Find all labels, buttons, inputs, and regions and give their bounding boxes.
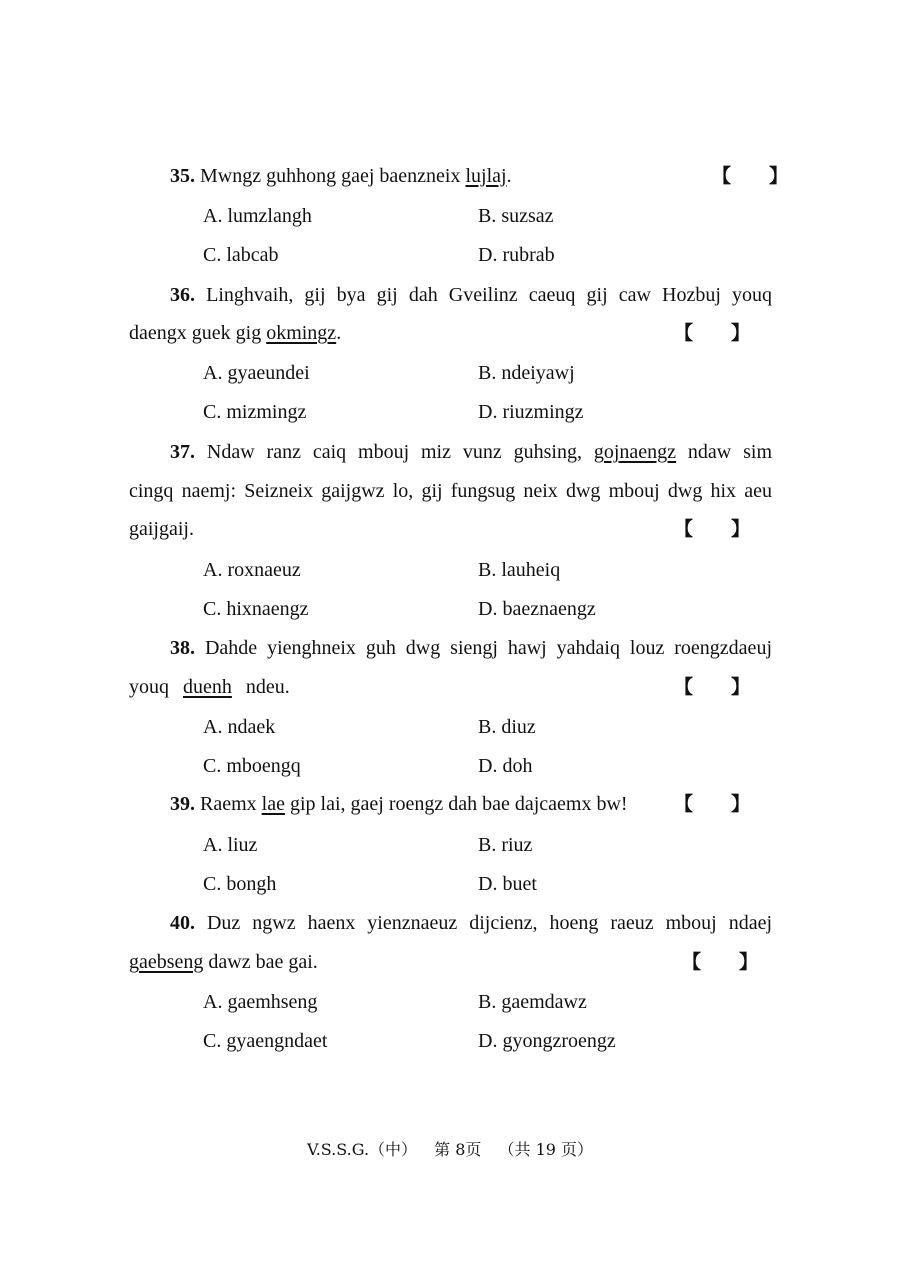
- option-c: C. mboengq: [203, 755, 301, 777]
- answer-bracket[interactable]: 【 】: [674, 793, 751, 815]
- question-38-line2: [129, 675, 290, 699]
- option-b: B. diuz: [478, 716, 536, 738]
- question-35-stem: [170, 164, 512, 188]
- option-a: A. liuz: [203, 834, 258, 856]
- option-c: C. hixnaengz: [203, 598, 309, 620]
- answer-bracket[interactable]: 【 】: [674, 322, 751, 344]
- option-a: A. gaemhseng: [203, 991, 318, 1013]
- option-a: A. ndaek: [203, 716, 276, 738]
- question-text: gip lai, gaej roengz dah bae dajcaemx bw!: [284, 793, 628, 815]
- option-d: D. baeznaengz: [478, 598, 596, 620]
- question-37-line2: cingq naemj: Seizneix gaijgwz lo, gij fungsug neix dwg mbouj dwg hix aeu: [129, 480, 772, 502]
- option-c: C. labcab: [203, 244, 279, 266]
- question-text: Mwngz guhhong gaej baenzneix: [200, 165, 466, 187]
- question-text: Dahde yienghneix guh dwg siengj hawj yahdaiq louz roengzdaeuj: [204, 637, 772, 659]
- question-text: .: [506, 165, 512, 187]
- page-footer: [0, 1140, 900, 1160]
- option-a: A. gyaeundei: [203, 362, 310, 384]
- question-text: dawz bae gai.: [203, 951, 318, 973]
- question-38-line1: [170, 636, 772, 660]
- underlined-word: gojnaengz: [593, 441, 677, 463]
- question-text: Raemx: [200, 793, 262, 815]
- question-text: ndaw sim: [676, 441, 773, 463]
- option-c: C. bongh: [203, 873, 277, 895]
- question-39-stem: [170, 792, 628, 816]
- question-text: Linghvaih, gij bya gij dah Gveilinz caeuq gij caw Hozbuj youq: [206, 284, 773, 306]
- question-number: 35.: [170, 165, 195, 187]
- option-d: D. rubrab: [478, 244, 555, 266]
- question-number: 37.: [170, 441, 195, 463]
- answer-bracket[interactable]: 【 】: [682, 951, 759, 973]
- question-text: Ndaw ranz caiq mbouj miz vunz guhsing,: [206, 441, 594, 463]
- page-number: 第 8页: [434, 1140, 482, 1159]
- question-text: Duz ngwz haenx yienznaeuz dijcienz, hoeng raeuz mbouj ndaej: [206, 912, 773, 934]
- option-d: D. doh: [478, 755, 533, 777]
- question-40-line1: [170, 911, 772, 935]
- option-d: D. gyongzroengz: [478, 1030, 616, 1052]
- option-a: A. roxnaeuz: [203, 559, 301, 581]
- option-b: B. gaemdawz: [478, 991, 587, 1013]
- option-c: C. mizmingz: [203, 401, 307, 423]
- question-text: daengx guek gig: [129, 322, 267, 344]
- option-b: B. suzsaz: [478, 205, 554, 227]
- underlined-word: duenh: [183, 676, 232, 698]
- underlined-word: okmingz: [266, 322, 337, 344]
- exam-code: V.S.S.G.（中）: [306, 1140, 418, 1159]
- total-pages: （共 19 页）: [498, 1140, 594, 1159]
- answer-bracket[interactable]: 【 】: [674, 676, 751, 698]
- question-36-line2: [129, 321, 341, 345]
- option-c: C. gyaengndaet: [203, 1030, 328, 1052]
- option-d: D. buet: [478, 873, 537, 895]
- question-text: youq: [129, 676, 174, 698]
- question-number: 36.: [170, 284, 195, 306]
- underlined-word: lujlaj: [465, 165, 507, 187]
- answer-bracket[interactable]: 【 】: [674, 518, 751, 540]
- question-40-line2: [129, 950, 318, 974]
- question-36-line1: [170, 283, 772, 307]
- answer-bracket[interactable]: 【 】: [712, 165, 789, 187]
- question-number: 39.: [170, 793, 195, 815]
- question-number: 38.: [170, 637, 195, 659]
- question-text: .: [336, 322, 342, 344]
- question-37-line3: gaijgaij.: [129, 518, 194, 540]
- underlined-word: gaebseng: [129, 951, 204, 973]
- option-a: A. lumzlangh: [203, 205, 312, 227]
- option-b: B. ndeiyawj: [478, 362, 575, 384]
- option-b: B. riuz: [478, 834, 533, 856]
- question-text: ndeu.: [240, 676, 290, 698]
- option-d: D. riuzmingz: [478, 401, 584, 423]
- underlined-word: lae: [261, 793, 285, 815]
- option-b: B. lauheiq: [478, 559, 561, 581]
- question-37-line1: [170, 440, 772, 464]
- question-number: 40.: [170, 912, 195, 934]
